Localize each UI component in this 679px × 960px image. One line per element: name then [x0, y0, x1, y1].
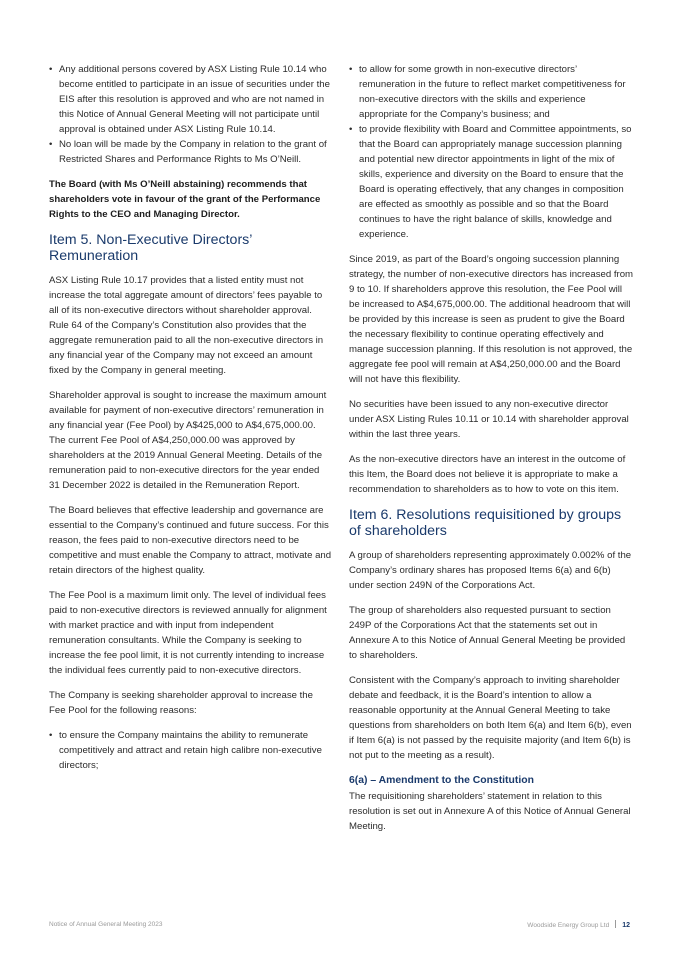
right-column — [349, 62, 634, 844]
list-item: • to allow for some growth in non-executive directors’ remuneration in the future to reflect market competitiveness for non-executive directors with the skills and experience appropriate for the Company’s business; and — [349, 62, 634, 122]
paragraph: The Company is seeking shareholder approval to increase the Fee Pool for the following reasons: — [49, 690, 313, 716]
paragraph: Shareholder approval is sought to increase the maximum amount available for payment of non-executive directors’ remuneration in any financial year (Fee Pool) by A$425,000 to A$4,675,000.00. The current Fee Pool of A$4,250,000.00 was approved by shareholders at the 2019 Annual General Meeting. Details of the remuneration paid to non-executive directors for the year ended 31 December 2022 is detailed in the Remuneration Report. — [49, 390, 327, 491]
paragraph: The requisitioning shareholders’ statement in relation to this resolution is set out in Annexure A of this Notice of Annual General Meeting. — [349, 791, 631, 832]
paragraph: The Board believes that effective leadership and governance are essential to the Company’s continued and future success. For this reason, the fees paid to non-executive directors need to be competitive and must enable the Company to attract, motivate and retain directors of the highest quality. — [49, 505, 332, 576]
paragraph: Consistent with the Company’s approach to inviting shareholder debate and feedback, it is the Board’s intention to allow a reasonable opportunity at the Annual General Meeting to take questions from shareholders on both Item 6(a) and Item 6(b), even if Item 6(a) is not passed by the requisite majority (and Item 6(b) is not put to the meeting as a result). — [349, 675, 632, 761]
footer-company-name: Woodside Energy Group Ltd — [527, 922, 610, 929]
left-column — [49, 62, 332, 783]
item6-heading: Item 6. Resolutions requisitioned by groups of shareholders — [349, 507, 622, 539]
bullet-list-reasons-continued — [349, 62, 634, 242]
paragraph: ASX Listing Rule 10.17 provides that a listed entity must not increase the total aggregate amount of directors’ fees payable to all of its non-executive directors without shareholder approval. Rule 64 of the Company’s Constitution also provides that the aggregate remuneration paid to all the non-executive directors in any financial year of the Company may not exceed an amount fixed by the Company in general meeting. — [49, 275, 324, 376]
bullet-list-eis — [49, 62, 332, 167]
footer-divider — [615, 920, 616, 928]
bullet-list-reasons — [49, 728, 332, 773]
list-item: • Any additional persons covered by ASX Listing Rule 10.14 who become entitled to participate in an issue of securities under the EIS after this resolution is approved and who are not named in this Notice of Annual General Meeting will not participate until approval is obtained under ASX Listing Rule 10.14. — [49, 62, 332, 137]
list-item: • No loan will be made by the Company in relation to the grant of Restricted Shares and Performance Rights to Ms O’Neill. — [49, 137, 332, 167]
paragraph: As the non-executive directors have an interest in the outcome of this Item, the Board does not believe it is appropriate to make a recommendation to shareholders as to how to vote on this item. — [349, 454, 626, 495]
list-item: • to provide flexibility with Board and Committee appointments, so that the Board can appropriately manage succession planning and potential new director appointments in light of the mix of skills, experience and diversity on the Board to ensure that the Board is operating effectively, that any changes in composition are effected as smoothly as possible and so that the Board continues to have the right balance of skills, knowledge and experience. — [349, 122, 634, 242]
list-item: • to ensure the Company maintains the ability to remunerate competitively and attract and retain high calibre non-executive directors; — [49, 728, 332, 773]
page-number: 12 — [622, 922, 630, 929]
item6a-subheading: 6(a) – Amendment to the Constitution — [349, 775, 534, 786]
paragraph: A group of shareholders representing approximately 0.002% of the Company’s ordinary shares has proposed Items 6(a) and 6(b) under section 249N of the Corporations Act. — [349, 550, 632, 591]
paragraph: No securities have been issued to any non-executive director under ASX Listing Rules 10.11 or 10.14 with shareholder approval within the last three years. — [349, 399, 629, 440]
paragraph: Since 2019, as part of the Board’s ongoing succession planning strategy, the number of non-executive directors has increased from 9 to 10. If shareholders approve this resolution, the Fee Pool will be increased to A$4,675,000.00. The additional headroom that will be provided by this increase is seen as prudent to give the Board the necessary flexibility to continue operating effectively and manage succession planning. If this resolution is not approved, the aggregate fee pool will remain at A$4,250,000.00 and the Board will not have this flexibility. — [349, 254, 634, 385]
board-recommendation: The Board (with Ms O’Neill abstaining) recommends that shareholders vote in favour of the grant of the Performance Rights to the CEO and Managing Director. — [49, 179, 321, 220]
footer-document-title: Notice of Annual General Meeting 2023 — [49, 921, 163, 928]
item5-heading: Item 5. Non-Executive Directors’ Remuneration — [49, 232, 252, 264]
paragraph: The Fee Pool is a maximum limit only. The level of individual fees paid to non-executive directors is reviewed annually for alignment with market practice and with input from independent remuneration consultants. While the Company is seeking to increase the fee pool limit, it is not currently intending to increase the individual fees currently paid to non-executive directors. — [49, 590, 327, 676]
paragraph: The group of shareholders also requested pursuant to section 249P of the Corporations Act that the statements set out in Annexure A to this Notice of Annual General Meeting be provided to shareholders. — [349, 605, 626, 661]
footer-company — [527, 920, 630, 931]
